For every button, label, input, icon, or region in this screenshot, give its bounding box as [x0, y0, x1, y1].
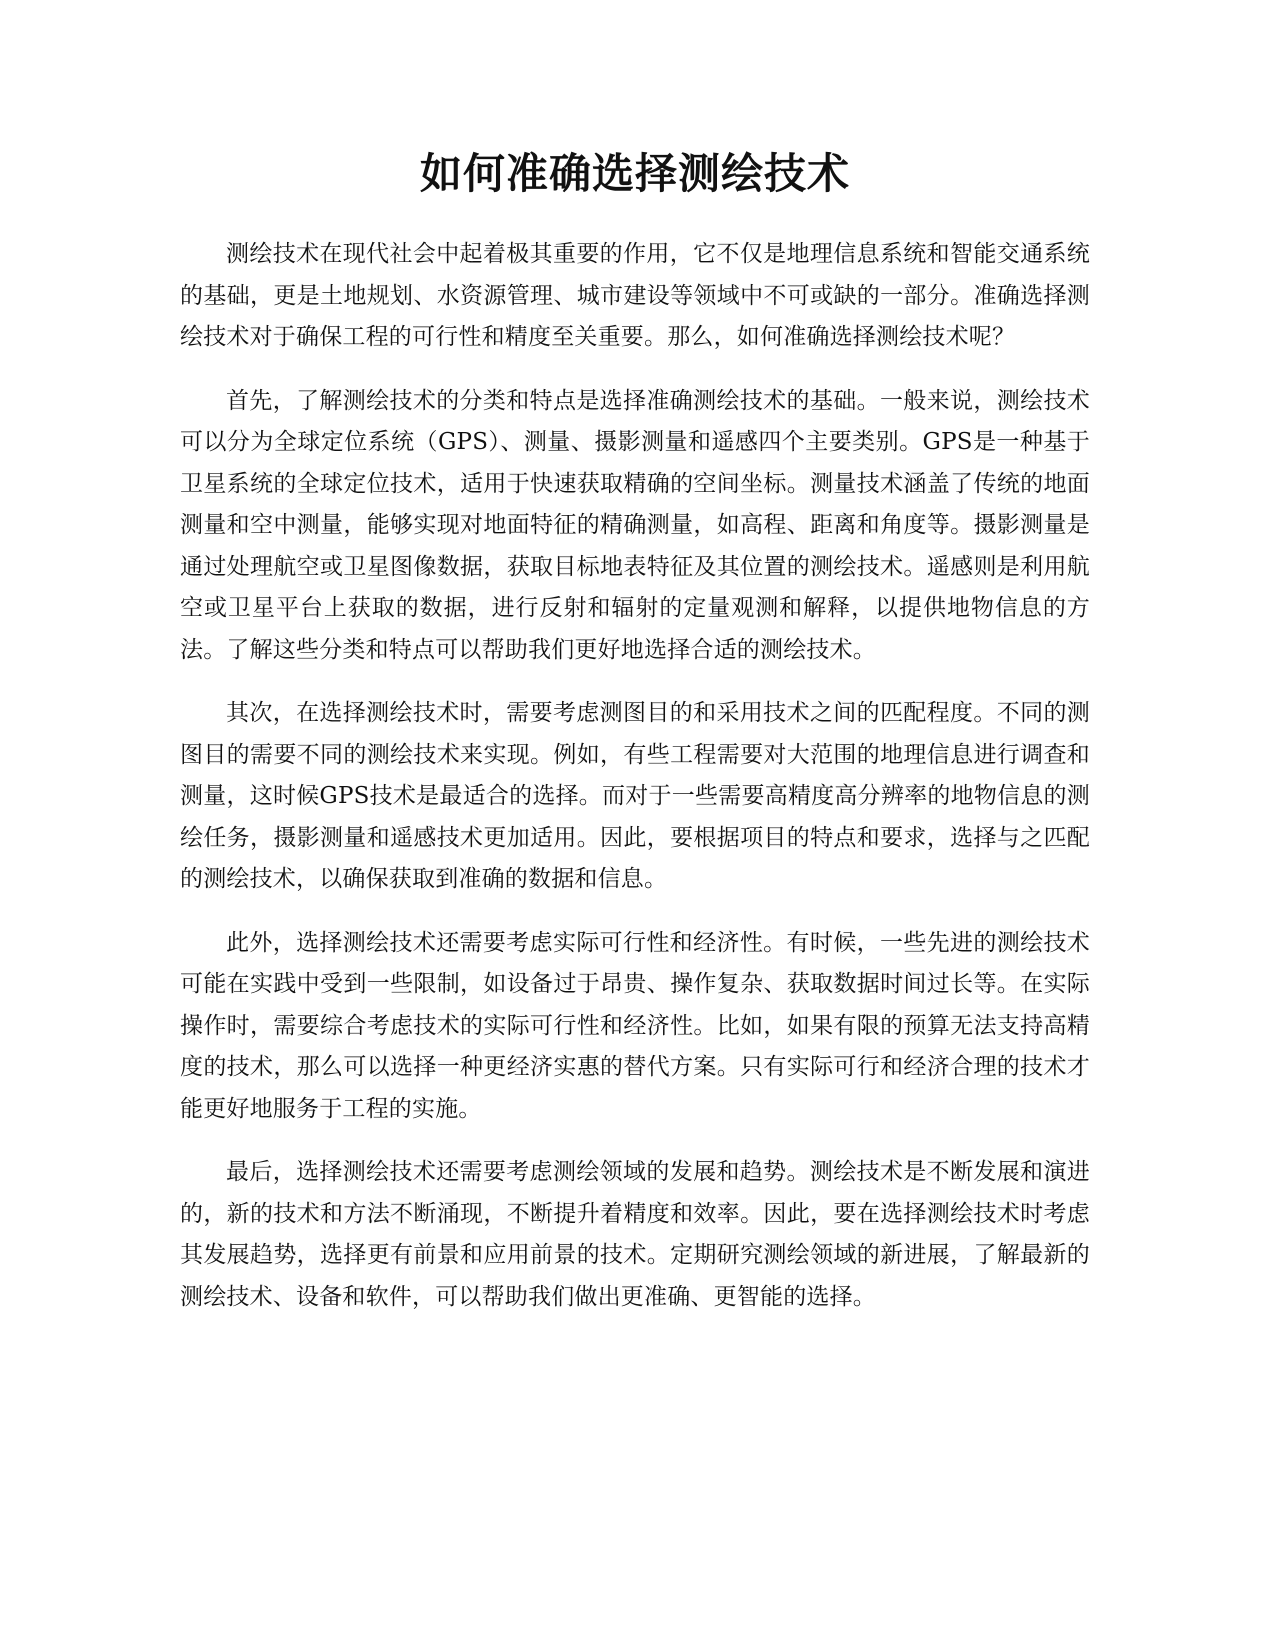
paragraph-matching-purpose: 其次，在选择测绘技术时，需要考虑测图目的和采用技术之间的匹配程度。不同的测图目的需要不同的测绘技术来实现。例如，有些工程需要对大范围的地理信息进行调查和测量，这时候GPS技术是最适合的选择。而对于一些需要高精度高分辨率的地物信息的测绘任务，摄影测量和遥感技术更加适用。因此，要根据项目的特点和要求，选择与之匹配的测绘技术，以确保获取到准确的数据和信息。: [180, 700, 1090, 892]
document-title: 如何准确选择测绘技术: [419, 149, 850, 198]
paragraph-feasibility-economy: 此外，选择测绘技术还需要考虑实际可行性和经济性。有时候，一些先进的测绘技术可能在实践中受到一些限制，如设备过于昂贵、操作复杂、获取数据时间过长等。在实际操作时，需要综合考虑技术的实际可行性和经济性。比如，如果有限的预算无法支持高精度的技术，那么可以选择一种更经济实惠的替代方案。只有实际可行和经济合理的技术才能更好地服务于工程的实施。: [180, 929, 1090, 1122]
document-page: [180, 148, 1090, 1340]
paragraph-intro: 测绘技术在现代社会中起着极其重要的作用，它不仅是地理信息系统和智能交通系统的基础，更是土地规划、水资源管理、城市建设等领域中不可或缺的一部分。准确选择测绘技术对于确保工程的可行性和精度至关重要。那么，如何准确选择测绘技术呢？: [180, 241, 1090, 350]
paragraph-development-trends: 最后，选择测绘技术还需要考虑测绘领域的发展和趋势。测绘技术是不断发展和演进的，新的技术和方法不断涌现，不断提升着精度和效率。因此，要在选择测绘技术时考虑其发展趋势，选择更有前景和应用前景的技术。定期研究测绘领域的新进展，了解最新的测绘技术、设备和软件，可以帮助我们做出更准确、更智能的选择。: [180, 1159, 1090, 1310]
paragraph-classification: 首先，了解测绘技术的分类和特点是选择准确测绘技术的基础。一般来说，测绘技术可以分为全球定位系统（GPS）、测量、摄影测量和遥感四个主要类别。GPS是一种基于卫星系统的全球定位技术，适用于快速获取精确的空间坐标。测量技术涵盖了传统的地面测量和空中测量，能够实现对地面特征的精确测量，如高程、距离和角度等。摄影测量是通过处理航空或卫星图像数据，获取目标地表特征及其位置的测绘技术。遥感则是利用航空或卫星平台上获取的数据，进行反射和辐射的定量观测和解释，以提供地物信息的方法。了解这些分类和特点可以帮助我们更好地选择合适的测绘技术。: [180, 387, 1090, 663]
